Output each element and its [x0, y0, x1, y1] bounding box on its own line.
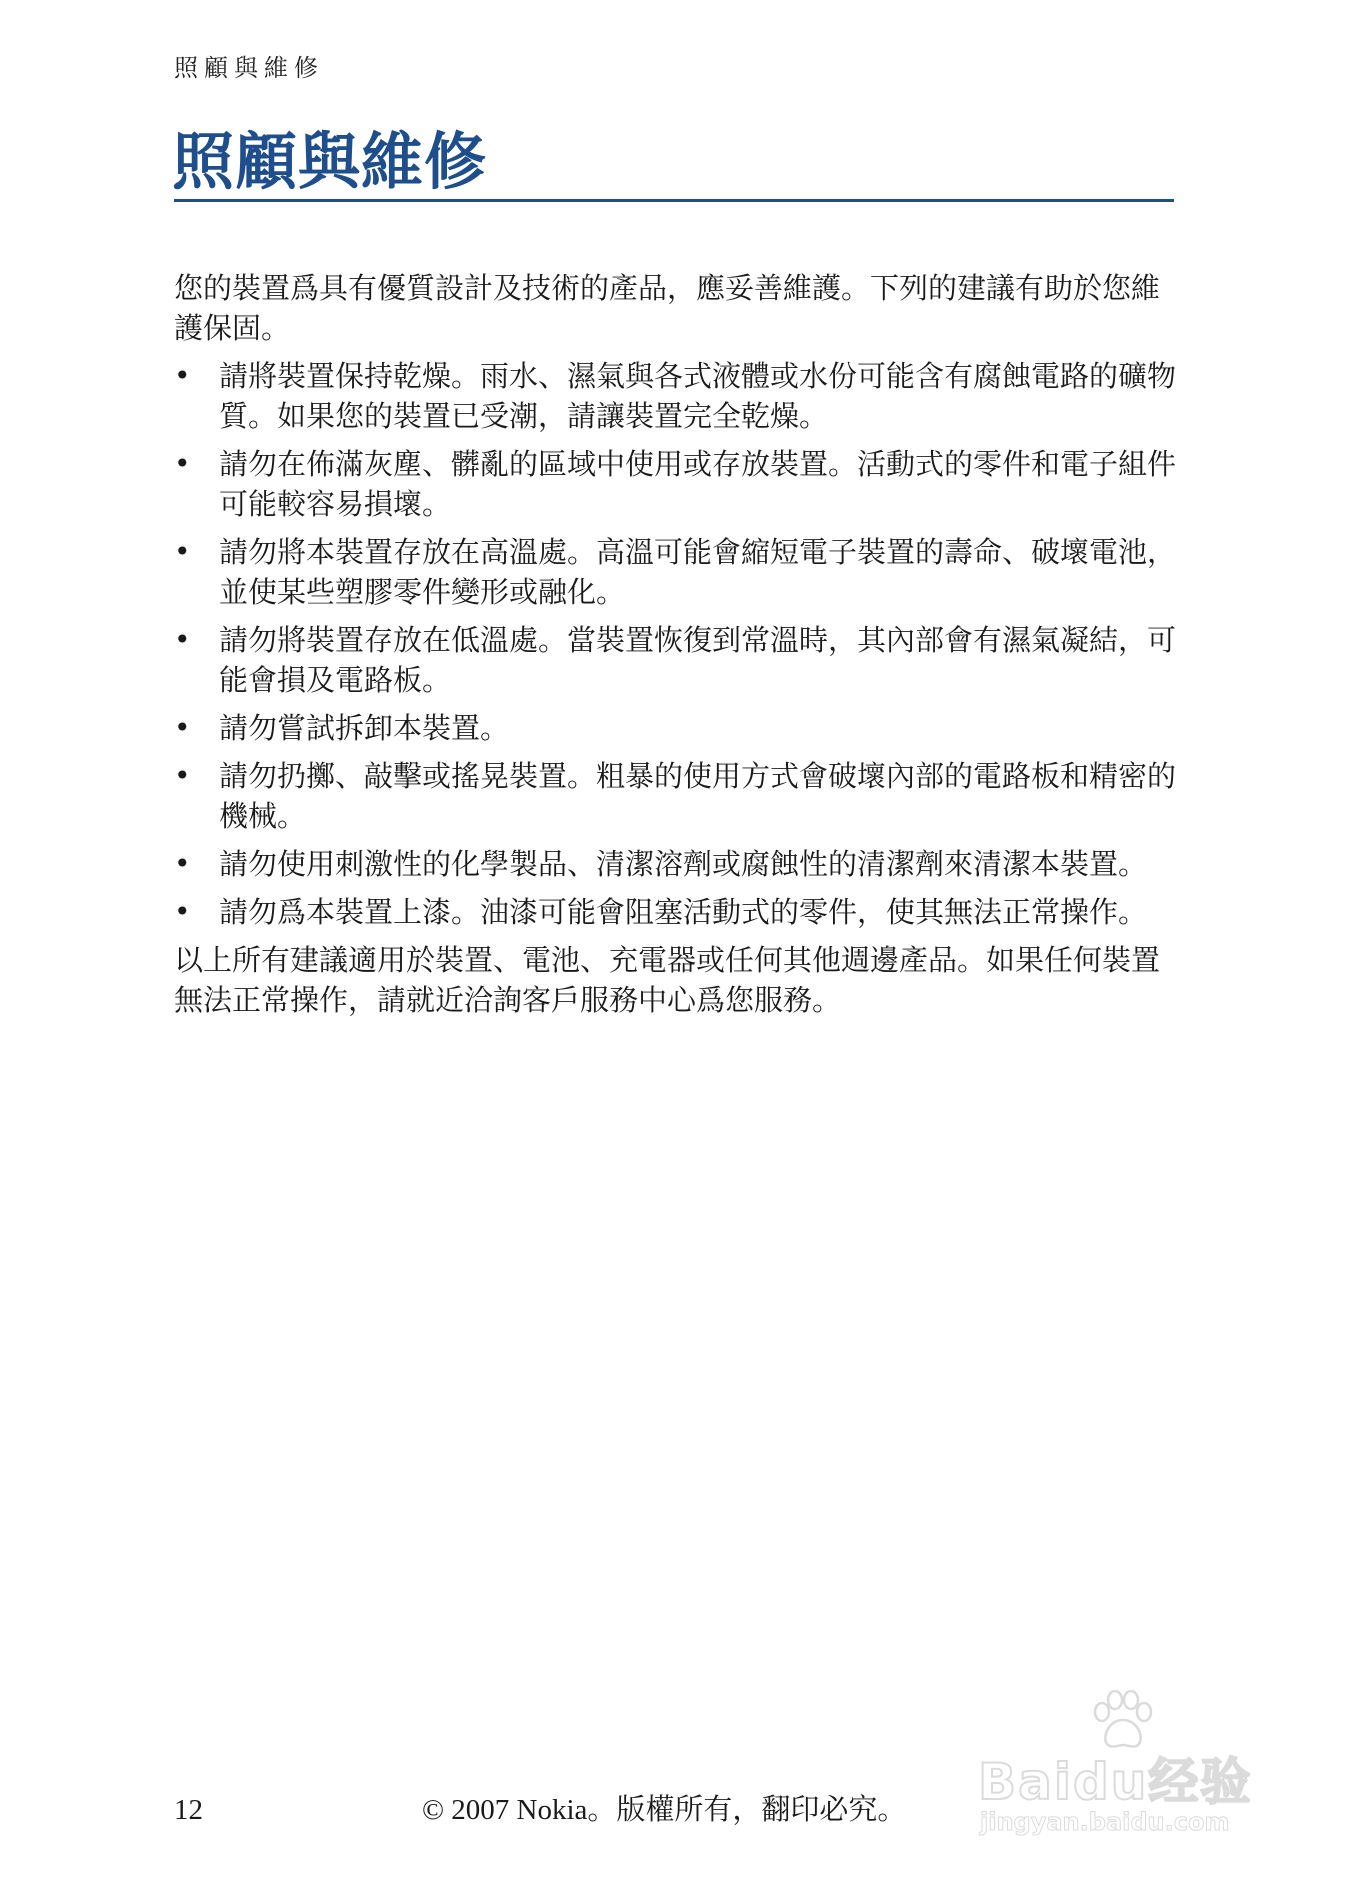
- bullet-icon: •: [174, 535, 191, 568]
- list-item-text: 請勿將本裝置存放在高溫處。高溫可能會縮短電子裝置的壽命、破壞電池，並使某些塑膠零件變形或融化。: [219, 535, 1177, 609]
- list-item: [174, 756, 1180, 836]
- list-item-text: 請勿使用刺激性的化學製品、清潔溶劑或腐蝕性的清潔劑來清潔本裝置。: [219, 847, 1148, 881]
- list-item-text: 請勿爲本裝置上漆。油漆可能會阻塞活動式的零件，使其無法正常操作。: [219, 895, 1148, 929]
- page-number: 12: [174, 1794, 203, 1826]
- list-item: [174, 844, 1180, 884]
- list-item: [174, 620, 1180, 700]
- bullet-icon: •: [174, 895, 191, 928]
- copyright-notice: © 2007 Nokia。版權所有，翻印必究。: [422, 1794, 907, 1826]
- closing-paragraph: 以上所有建議適用於裝置、電池、充電器或任何其他週邊產品。如果任何裝置無法正常操作，請就近洽詢客戶服務中心爲您服務。: [174, 943, 1161, 1017]
- bullet-icon: •: [174, 623, 191, 656]
- running-header: 照顧與維修: [174, 54, 324, 82]
- list-item-text: 請勿嘗試拆卸本裝置。: [219, 711, 510, 745]
- bullet-icon: •: [174, 359, 191, 392]
- bullet-icon: •: [174, 711, 191, 744]
- bullet-icon: •: [174, 447, 191, 480]
- baidu-watermark: [968, 1690, 1298, 1850]
- watermark-brand: Baidu经验: [978, 1753, 1253, 1811]
- list-item: [174, 708, 1180, 748]
- list-item: [174, 532, 1180, 612]
- title-underline: [174, 199, 1174, 202]
- page-title: 照顧與維修: [172, 125, 488, 198]
- list-item: [174, 356, 1180, 436]
- bullet-icon: •: [174, 847, 191, 880]
- care-instructions-list: [174, 356, 1180, 932]
- bullet-icon: •: [174, 759, 191, 792]
- watermark-url: jingyan.baidu.com: [980, 1808, 1230, 1836]
- list-item: [174, 444, 1180, 524]
- list-item-text: 請勿在佈滿灰塵、髒亂的區域中使用或存放裝置。活動式的零件和電子組件可能較容易損壞。: [219, 447, 1177, 521]
- list-item: [174, 892, 1180, 932]
- list-item-text: 請勿將裝置存放在低溫處。當裝置恢復到常溫時，其內部會有濕氣凝結，可能會損及電路板。: [219, 623, 1177, 697]
- intro-paragraph: 您的裝置爲具有優質設計及技術的產品，應妥善維護。下列的建議有助於您維護保固。: [174, 271, 1161, 345]
- list-item-text: 請將裝置保持乾燥。雨水、濕氣與各式液體或水份可能含有腐蝕電路的礦物質。如果您的裝置已受潮，請讓裝置完全乾燥。: [219, 359, 1177, 433]
- list-item-text: 請勿扔擲、敲擊或搖晃裝置。粗暴的使用方式會破壞內部的電路板和精密的機械。: [219, 759, 1177, 833]
- main-content: [174, 268, 1180, 1020]
